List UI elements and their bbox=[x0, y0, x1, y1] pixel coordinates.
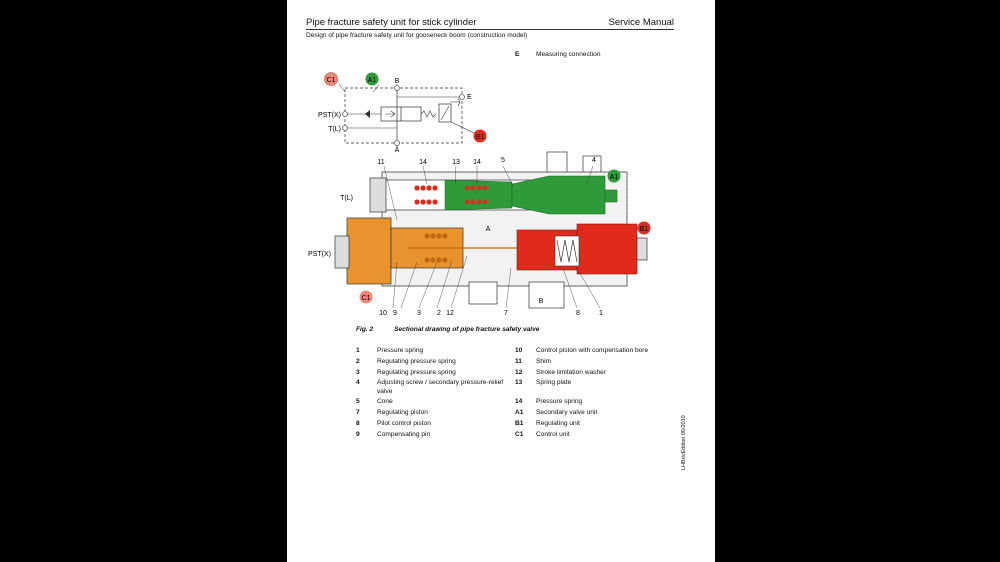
legend-item: 2 Regulating pressure spring bbox=[356, 357, 456, 365]
legend-right bbox=[515, 347, 668, 442]
callout-14b: 14 bbox=[473, 159, 481, 166]
legend-item: 1 Pressure spring bbox=[356, 347, 424, 354]
schematic-label-a: A bbox=[394, 147, 400, 154]
sectional-drawing bbox=[308, 152, 650, 317]
schematic-label-pst: PST(X) bbox=[318, 112, 341, 119]
schematic-label-tl: T(L) bbox=[328, 126, 341, 133]
schematic-label-b1: B1 bbox=[475, 134, 485, 141]
callout-11: 11 bbox=[377, 159, 385, 166]
legend-item: 3 Regulating pressure spring bbox=[356, 368, 456, 376]
callout-10: 10 bbox=[379, 310, 387, 317]
edition-note: LHBrivEdition 06/2010 bbox=[681, 415, 687, 470]
measuring-key: E bbox=[515, 51, 520, 58]
callout-5: 5 bbox=[501, 157, 505, 164]
legend-item: 13 Spring plate bbox=[515, 379, 572, 387]
legend-item: A1 Secondary valve unit bbox=[515, 409, 598, 417]
manual-page bbox=[287, 0, 715, 562]
callout-4: 4 bbox=[592, 157, 596, 164]
legend-item: 11 Shim bbox=[515, 357, 552, 365]
drawing-label-tl: T(L) bbox=[340, 195, 353, 202]
valve-figure bbox=[287, 0, 715, 320]
legend-item: 7 Regulating piston bbox=[356, 409, 428, 417]
figure-caption-text: Sectional drawing of pipe fracture safety valve bbox=[394, 326, 540, 333]
schematic-label-b: B bbox=[394, 78, 400, 85]
legend-item: C1 Control unit bbox=[515, 430, 570, 438]
callout-7: 7 bbox=[504, 310, 508, 317]
figure-label: Fig. 2 bbox=[356, 326, 374, 333]
legend-item: 12 Stroke limitation washer bbox=[515, 368, 606, 376]
callout-8: 8 bbox=[576, 310, 580, 317]
drawing-label-pst: PST(X) bbox=[308, 251, 331, 258]
legend-item: B1 Regulating unit bbox=[515, 419, 580, 427]
manual-label: Service Manual bbox=[608, 17, 674, 28]
figure-caption bbox=[356, 326, 539, 333]
legend-item: 5 Cone bbox=[356, 398, 393, 406]
callout-3: 3 bbox=[417, 310, 421, 317]
legend-item: 8 Pilot control piston bbox=[356, 419, 431, 427]
hydraulic-schematic bbox=[318, 73, 486, 155]
page-subtitle: Design of pipe fracture safety unit for gooseneck boom (construction model) bbox=[306, 32, 528, 39]
schematic-label-a1: A1 bbox=[367, 77, 377, 84]
callout-12: 12 bbox=[446, 310, 454, 317]
legend-item: 14 Pressure spring bbox=[515, 398, 583, 406]
drawing-label-b1: B1 bbox=[639, 226, 649, 233]
legend-left bbox=[356, 347, 509, 442]
callout-9: 9 bbox=[393, 310, 397, 317]
legend-item: 9 Compensating pin bbox=[356, 430, 431, 438]
callout-13: 13 bbox=[452, 159, 460, 166]
drawing-label-b: B bbox=[538, 298, 544, 305]
drawing-label-a1: A1 bbox=[609, 174, 619, 181]
callout-14a: 14 bbox=[419, 159, 427, 166]
callout-1: 1 bbox=[599, 310, 603, 317]
drawing-label-a: A bbox=[485, 226, 491, 233]
schematic-label-e: E bbox=[467, 94, 472, 101]
callout-2: 2 bbox=[437, 310, 441, 317]
drawing-label-c1: C1 bbox=[361, 295, 371, 302]
measuring-text: Measuring connection bbox=[536, 51, 601, 58]
legend-item: 10 Control piston with compensation bore bbox=[515, 347, 649, 354]
legend-item: 4 Adjusting screw / secondary pressure-relief valve bbox=[356, 379, 504, 395]
schematic-label-c1: C1 bbox=[326, 77, 336, 84]
page-title: Pipe fracture safety unit for stick cylinder bbox=[306, 17, 477, 28]
